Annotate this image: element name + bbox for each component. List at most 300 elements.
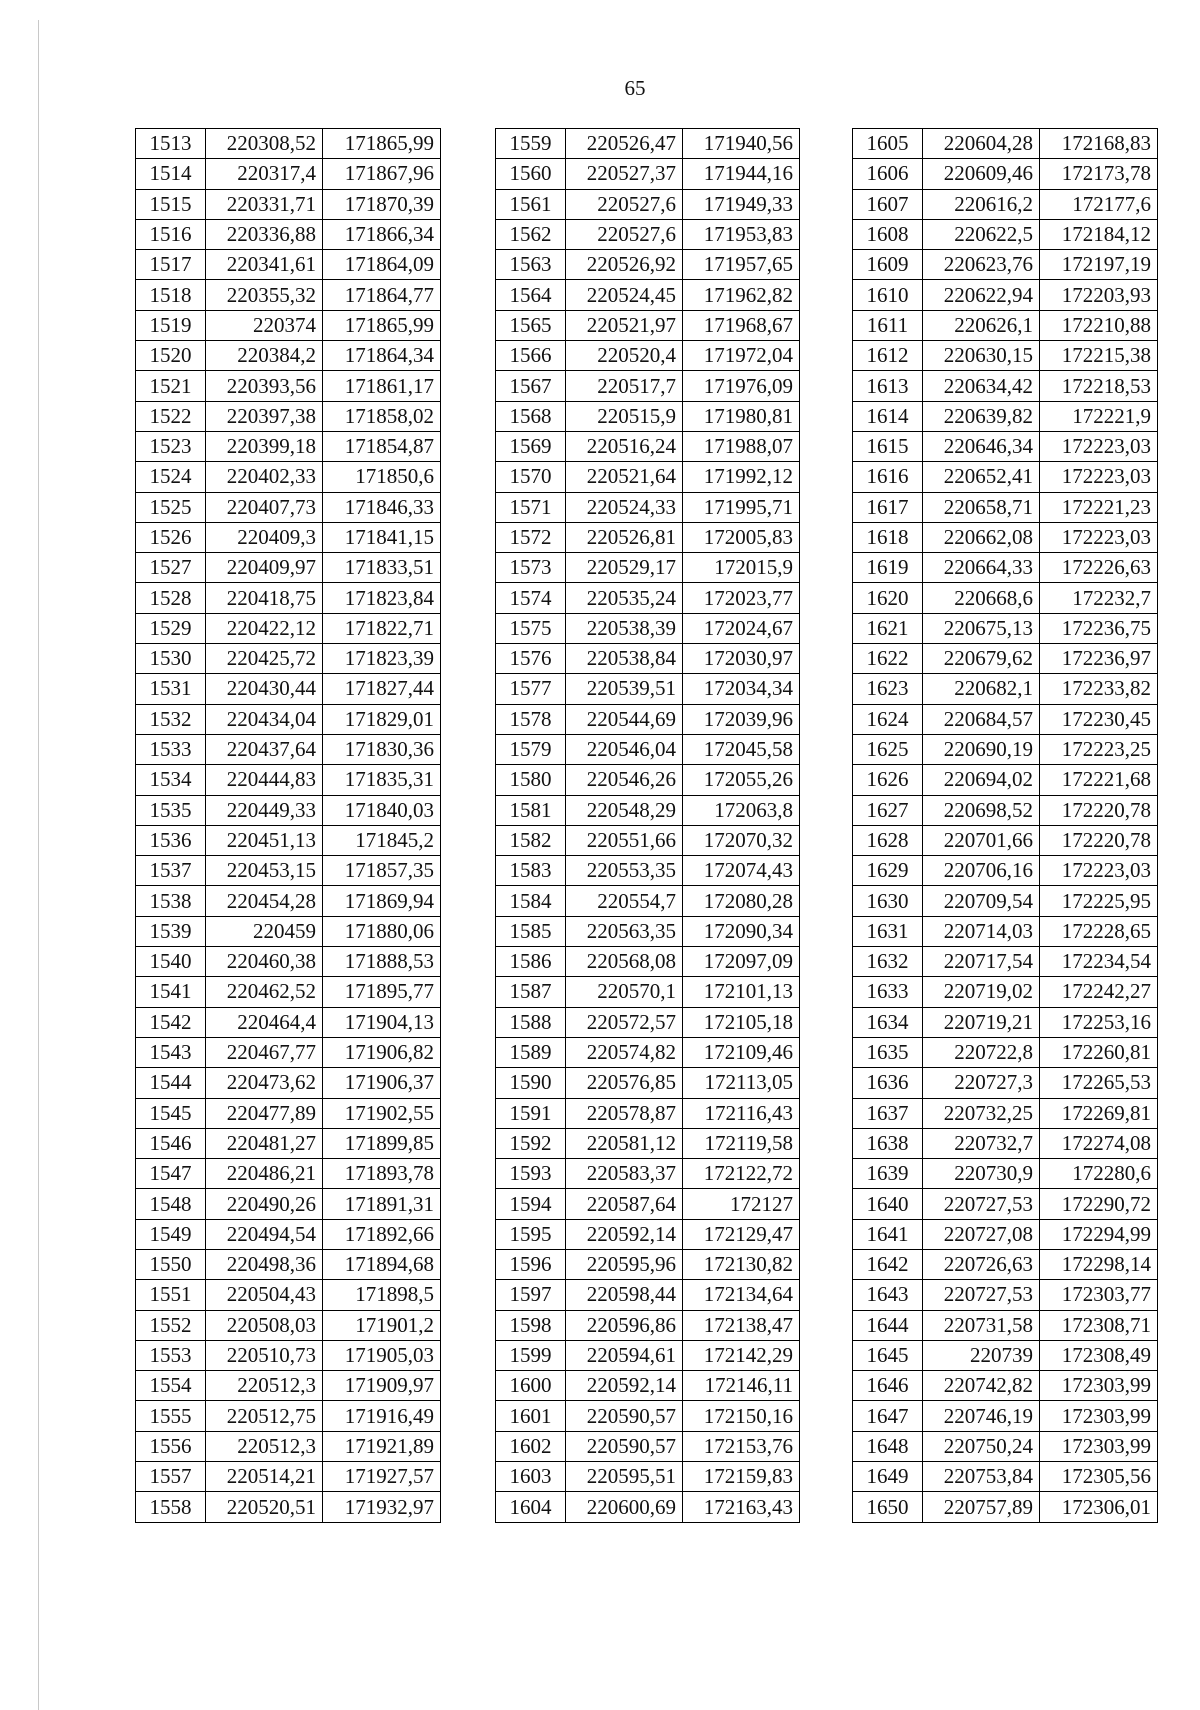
- point-number-cell: 1643: [853, 1280, 923, 1310]
- table-row: [136, 1371, 441, 1401]
- x-coordinate-cell: 220568,08: [566, 947, 683, 977]
- coordinates-table-2: [495, 128, 800, 1523]
- table-row: [853, 1249, 1158, 1279]
- table-row: [496, 1462, 800, 1492]
- point-number-cell: 1594: [496, 1189, 566, 1219]
- y-coordinate-cell: 172223,25: [1040, 734, 1158, 764]
- point-number-cell: 1630: [853, 886, 923, 916]
- x-coordinate-cell: 220574,82: [566, 1037, 683, 1067]
- x-coordinate-cell: 220726,63: [923, 1249, 1040, 1279]
- point-number-cell: 1553: [136, 1340, 206, 1370]
- x-coordinate-cell: 220490,26: [206, 1189, 323, 1219]
- x-coordinate-cell: 220706,16: [923, 856, 1040, 886]
- y-coordinate-cell: 172105,18: [683, 1007, 800, 1037]
- y-coordinate-cell: 172294,99: [1040, 1219, 1158, 1249]
- table-row: [496, 1249, 800, 1279]
- y-coordinate-cell: 172290,72: [1040, 1189, 1158, 1219]
- y-coordinate-cell: 172303,99: [1040, 1431, 1158, 1461]
- point-number-cell: 1544: [136, 1068, 206, 1098]
- x-coordinate-cell: 220341,61: [206, 250, 323, 280]
- point-number-cell: 1550: [136, 1249, 206, 1279]
- y-coordinate-cell: 172129,47: [683, 1219, 800, 1249]
- point-number-cell: 1639: [853, 1159, 923, 1189]
- point-number-cell: 1531: [136, 674, 206, 704]
- table-row: [496, 765, 800, 795]
- table-row: [136, 674, 441, 704]
- x-coordinate-cell: 220714,03: [923, 916, 1040, 946]
- y-coordinate-cell: 172101,13: [683, 977, 800, 1007]
- point-number-cell: 1566: [496, 341, 566, 371]
- point-number-cell: 1635: [853, 1037, 923, 1067]
- y-coordinate-cell: 172080,28: [683, 886, 800, 916]
- table-row: [136, 1401, 441, 1431]
- table-row: [496, 947, 800, 977]
- y-coordinate-cell: 171866,34: [323, 219, 441, 249]
- x-coordinate-cell: 220662,08: [923, 522, 1040, 552]
- point-number-cell: 1556: [136, 1431, 206, 1461]
- x-coordinate-cell: 220444,83: [206, 765, 323, 795]
- x-coordinate-cell: 220554,7: [566, 886, 683, 916]
- x-coordinate-cell: 220425,72: [206, 644, 323, 674]
- table-row: [853, 1462, 1158, 1492]
- point-number-cell: 1650: [853, 1492, 923, 1522]
- y-coordinate-cell: 171841,15: [323, 522, 441, 552]
- table-row: [496, 825, 800, 855]
- point-number-cell: 1515: [136, 189, 206, 219]
- x-coordinate-cell: 220572,57: [566, 1007, 683, 1037]
- y-coordinate-cell: 172045,58: [683, 734, 800, 764]
- table-row: [136, 250, 441, 280]
- point-number-cell: 1546: [136, 1128, 206, 1158]
- y-coordinate-cell: 171927,57: [323, 1462, 441, 1492]
- x-coordinate-cell: 220750,24: [923, 1431, 1040, 1461]
- y-coordinate-cell: 171829,01: [323, 704, 441, 734]
- point-number-cell: 1611: [853, 310, 923, 340]
- x-coordinate-cell: 220527,6: [566, 219, 683, 249]
- point-number-cell: 1577: [496, 674, 566, 704]
- x-coordinate-cell: 220719,02: [923, 977, 1040, 1007]
- y-coordinate-cell: 171980,81: [683, 401, 800, 431]
- table-row: [853, 1492, 1158, 1522]
- point-number-cell: 1647: [853, 1401, 923, 1431]
- x-coordinate-cell: 220727,08: [923, 1219, 1040, 1249]
- x-coordinate-cell: 220590,57: [566, 1401, 683, 1431]
- point-number-cell: 1618: [853, 522, 923, 552]
- x-coordinate-cell: 220526,47: [566, 129, 683, 159]
- point-number-cell: 1564: [496, 280, 566, 310]
- table-row: [496, 1280, 800, 1310]
- point-number-cell: 1625: [853, 734, 923, 764]
- point-number-cell: 1601: [496, 1401, 566, 1431]
- x-coordinate-cell: 220753,84: [923, 1462, 1040, 1492]
- table-row: [853, 371, 1158, 401]
- table-row: [136, 462, 441, 492]
- point-number-cell: 1610: [853, 280, 923, 310]
- point-number-cell: 1532: [136, 704, 206, 734]
- y-coordinate-cell: 171891,31: [323, 1189, 441, 1219]
- x-coordinate-cell: 220430,44: [206, 674, 323, 704]
- point-number-cell: 1589: [496, 1037, 566, 1067]
- y-coordinate-cell: 171953,83: [683, 219, 800, 249]
- y-coordinate-cell: 172220,78: [1040, 795, 1158, 825]
- x-coordinate-cell: 220397,38: [206, 401, 323, 431]
- y-coordinate-cell: 171850,6: [323, 462, 441, 492]
- x-coordinate-cell: 220374: [206, 310, 323, 340]
- y-coordinate-cell: 171869,94: [323, 886, 441, 916]
- y-coordinate-cell: 172220,78: [1040, 825, 1158, 855]
- x-coordinate-cell: 220679,62: [923, 644, 1040, 674]
- y-coordinate-cell: 171957,65: [683, 250, 800, 280]
- y-coordinate-cell: 172177,6: [1040, 189, 1158, 219]
- table-row: [136, 704, 441, 734]
- point-number-cell: 1551: [136, 1280, 206, 1310]
- point-number-cell: 1644: [853, 1310, 923, 1340]
- table-row: [136, 886, 441, 916]
- y-coordinate-cell: 172070,32: [683, 825, 800, 855]
- point-number-cell: 1633: [853, 977, 923, 1007]
- table-row: [853, 825, 1158, 855]
- x-coordinate-cell: 220508,03: [206, 1310, 323, 1340]
- table-row: [496, 1037, 800, 1067]
- table-row: [136, 280, 441, 310]
- x-coordinate-cell: 220694,02: [923, 765, 1040, 795]
- table-row: [496, 1431, 800, 1461]
- x-coordinate-cell: 220384,2: [206, 341, 323, 371]
- point-number-cell: 1516: [136, 219, 206, 249]
- table-row: [496, 553, 800, 583]
- point-number-cell: 1622: [853, 644, 923, 674]
- y-coordinate-cell: 171901,2: [323, 1310, 441, 1340]
- x-coordinate-cell: 220594,61: [566, 1340, 683, 1370]
- y-coordinate-cell: 172039,96: [683, 704, 800, 734]
- point-number-cell: 1609: [853, 250, 923, 280]
- point-number-cell: 1521: [136, 371, 206, 401]
- y-coordinate-cell: 172168,83: [1040, 129, 1158, 159]
- x-coordinate-cell: 220609,46: [923, 159, 1040, 189]
- point-number-cell: 1620: [853, 583, 923, 613]
- x-coordinate-cell: 220527,6: [566, 189, 683, 219]
- y-coordinate-cell: 171916,49: [323, 1401, 441, 1431]
- x-coordinate-cell: 220434,04: [206, 704, 323, 734]
- point-number-cell: 1624: [853, 704, 923, 734]
- point-number-cell: 1549: [136, 1219, 206, 1249]
- x-coordinate-cell: 220437,64: [206, 734, 323, 764]
- y-coordinate-cell: 172226,63: [1040, 553, 1158, 583]
- table-row: [496, 310, 800, 340]
- point-number-cell: 1638: [853, 1128, 923, 1158]
- x-coordinate-cell: 220727,53: [923, 1280, 1040, 1310]
- x-coordinate-cell: 220453,15: [206, 856, 323, 886]
- point-number-cell: 1571: [496, 492, 566, 522]
- y-coordinate-cell: 171976,09: [683, 371, 800, 401]
- y-coordinate-cell: 172153,76: [683, 1431, 800, 1461]
- table-row: [496, 856, 800, 886]
- y-coordinate-cell: 171906,37: [323, 1068, 441, 1098]
- y-coordinate-cell: 171995,71: [683, 492, 800, 522]
- point-number-cell: 1574: [496, 583, 566, 613]
- page-margin-line: [38, 20, 39, 1710]
- y-coordinate-cell: 172233,82: [1040, 674, 1158, 704]
- table-row: [853, 1219, 1158, 1249]
- table-row: [496, 1310, 800, 1340]
- table-row: [853, 977, 1158, 1007]
- point-number-cell: 1537: [136, 856, 206, 886]
- y-coordinate-cell: 171898,5: [323, 1280, 441, 1310]
- x-coordinate-cell: 220526,92: [566, 250, 683, 280]
- table-row: [853, 522, 1158, 552]
- y-coordinate-cell: 172308,49: [1040, 1340, 1158, 1370]
- table-row: [496, 583, 800, 613]
- x-coordinate-cell: 220652,41: [923, 462, 1040, 492]
- y-coordinate-cell: 172223,03: [1040, 462, 1158, 492]
- point-number-cell: 1559: [496, 129, 566, 159]
- point-number-cell: 1592: [496, 1128, 566, 1158]
- y-coordinate-cell: 172122,72: [683, 1159, 800, 1189]
- y-coordinate-cell: 172015,9: [683, 553, 800, 583]
- x-coordinate-cell: 220757,89: [923, 1492, 1040, 1522]
- table-row: [853, 734, 1158, 764]
- table-row: [136, 1098, 441, 1128]
- point-number-cell: 1555: [136, 1401, 206, 1431]
- point-number-cell: 1519: [136, 310, 206, 340]
- x-coordinate-cell: 220598,44: [566, 1280, 683, 1310]
- y-coordinate-cell: 172097,09: [683, 947, 800, 977]
- point-number-cell: 1629: [853, 856, 923, 886]
- x-coordinate-cell: 220464,4: [206, 1007, 323, 1037]
- table-row: [853, 310, 1158, 340]
- point-number-cell: 1528: [136, 583, 206, 613]
- table-row: [136, 1189, 441, 1219]
- point-number-cell: 1636: [853, 1068, 923, 1098]
- x-coordinate-cell: 220732,25: [923, 1098, 1040, 1128]
- point-number-cell: 1632: [853, 947, 923, 977]
- table-row: [853, 219, 1158, 249]
- table-row: [496, 1492, 800, 1522]
- y-coordinate-cell: 172134,64: [683, 1280, 800, 1310]
- y-coordinate-cell: 172221,9: [1040, 401, 1158, 431]
- table-row: [136, 341, 441, 371]
- point-number-cell: 1617: [853, 492, 923, 522]
- point-number-cell: 1522: [136, 401, 206, 431]
- point-number-cell: 1575: [496, 613, 566, 643]
- y-coordinate-cell: 171968,67: [683, 310, 800, 340]
- y-coordinate-cell: 172034,34: [683, 674, 800, 704]
- y-coordinate-cell: 171864,77: [323, 280, 441, 310]
- table-row: [496, 280, 800, 310]
- x-coordinate-cell: 220668,6: [923, 583, 1040, 613]
- y-coordinate-cell: 172023,77: [683, 583, 800, 613]
- x-coordinate-cell: 220477,89: [206, 1098, 323, 1128]
- point-number-cell: 1649: [853, 1462, 923, 1492]
- point-number-cell: 1602: [496, 1431, 566, 1461]
- y-coordinate-cell: 172306,01: [1040, 1492, 1158, 1522]
- y-coordinate-cell: 172055,26: [683, 765, 800, 795]
- table-row: [853, 704, 1158, 734]
- x-coordinate-cell: 220418,75: [206, 583, 323, 613]
- x-coordinate-cell: 220563,35: [566, 916, 683, 946]
- point-number-cell: 1640: [853, 1189, 923, 1219]
- table-row: [496, 462, 800, 492]
- y-coordinate-cell: 172221,68: [1040, 765, 1158, 795]
- y-coordinate-cell: 172236,75: [1040, 613, 1158, 643]
- table-row: [853, 916, 1158, 946]
- point-number-cell: 1524: [136, 462, 206, 492]
- point-number-cell: 1628: [853, 825, 923, 855]
- point-number-cell: 1642: [853, 1249, 923, 1279]
- table-row: [853, 1007, 1158, 1037]
- table-row: [853, 1037, 1158, 1067]
- y-coordinate-cell: 171865,99: [323, 310, 441, 340]
- table-row: [853, 947, 1158, 977]
- point-number-cell: 1569: [496, 431, 566, 461]
- y-coordinate-cell: 172024,67: [683, 613, 800, 643]
- x-coordinate-cell: 220634,42: [923, 371, 1040, 401]
- x-coordinate-cell: 220512,3: [206, 1431, 323, 1461]
- x-coordinate-cell: 220570,1: [566, 977, 683, 1007]
- table-row: [496, 977, 800, 1007]
- point-number-cell: 1586: [496, 947, 566, 977]
- point-number-cell: 1561: [496, 189, 566, 219]
- x-coordinate-cell: 220317,4: [206, 159, 323, 189]
- table-row: [136, 1249, 441, 1279]
- y-coordinate-cell: 172228,65: [1040, 916, 1158, 946]
- y-coordinate-cell: 171892,66: [323, 1219, 441, 1249]
- point-number-cell: 1523: [136, 431, 206, 461]
- table-row: [496, 704, 800, 734]
- table-row: [496, 1098, 800, 1128]
- x-coordinate-cell: 220622,5: [923, 219, 1040, 249]
- point-number-cell: 1567: [496, 371, 566, 401]
- x-coordinate-cell: 220459: [206, 916, 323, 946]
- y-coordinate-cell: 171944,16: [683, 159, 800, 189]
- x-coordinate-cell: 220422,12: [206, 613, 323, 643]
- table-row: [136, 977, 441, 1007]
- y-coordinate-cell: 171823,84: [323, 583, 441, 613]
- table-row: [496, 1068, 800, 1098]
- x-coordinate-cell: 220727,3: [923, 1068, 1040, 1098]
- table-row: [136, 1310, 441, 1340]
- x-coordinate-cell: 220481,27: [206, 1128, 323, 1158]
- y-coordinate-cell: 172030,97: [683, 644, 800, 674]
- x-coordinate-cell: 220664,33: [923, 553, 1040, 583]
- table-row: [496, 644, 800, 674]
- x-coordinate-cell: 220454,28: [206, 886, 323, 916]
- table-row: [136, 1462, 441, 1492]
- table-row: [136, 522, 441, 552]
- table-row: [853, 1371, 1158, 1401]
- y-coordinate-cell: 172242,27: [1040, 977, 1158, 1007]
- y-coordinate-cell: 172274,08: [1040, 1128, 1158, 1158]
- y-coordinate-cell: 172005,83: [683, 522, 800, 552]
- table-row: [136, 1128, 441, 1158]
- x-coordinate-cell: 220460,38: [206, 947, 323, 977]
- y-coordinate-cell: 172230,45: [1040, 704, 1158, 734]
- y-coordinate-cell: 171988,07: [683, 431, 800, 461]
- point-number-cell: 1604: [496, 1492, 566, 1522]
- x-coordinate-cell: 220516,24: [566, 431, 683, 461]
- table-row: [853, 1128, 1158, 1158]
- point-number-cell: 1585: [496, 916, 566, 946]
- table-row: [853, 341, 1158, 371]
- x-coordinate-cell: 220498,36: [206, 1249, 323, 1279]
- y-coordinate-cell: 171870,39: [323, 189, 441, 219]
- x-coordinate-cell: 220646,34: [923, 431, 1040, 461]
- x-coordinate-cell: 220524,33: [566, 492, 683, 522]
- x-coordinate-cell: 220504,43: [206, 1280, 323, 1310]
- point-number-cell: 1542: [136, 1007, 206, 1037]
- y-coordinate-cell: 171921,89: [323, 1431, 441, 1461]
- y-coordinate-cell: 171857,35: [323, 856, 441, 886]
- point-number-cell: 1591: [496, 1098, 566, 1128]
- coordinates-table-1: [135, 128, 441, 1523]
- y-coordinate-cell: 171854,87: [323, 431, 441, 461]
- y-coordinate-cell: 171822,71: [323, 613, 441, 643]
- table-row: [136, 1340, 441, 1370]
- point-number-cell: 1596: [496, 1249, 566, 1279]
- table-row: [496, 795, 800, 825]
- point-number-cell: 1570: [496, 462, 566, 492]
- point-number-cell: 1581: [496, 795, 566, 825]
- table-row: [853, 1431, 1158, 1461]
- y-coordinate-cell: 172127: [683, 1189, 800, 1219]
- table-row: [853, 129, 1158, 159]
- x-coordinate-cell: 220600,69: [566, 1492, 683, 1522]
- x-coordinate-cell: 220467,77: [206, 1037, 323, 1067]
- x-coordinate-cell: 220407,73: [206, 492, 323, 522]
- x-coordinate-cell: 220535,24: [566, 583, 683, 613]
- table-row: [496, 159, 800, 189]
- table-row: [496, 734, 800, 764]
- x-coordinate-cell: 220553,35: [566, 856, 683, 886]
- point-number-cell: 1648: [853, 1431, 923, 1461]
- point-number-cell: 1599: [496, 1340, 566, 1370]
- x-coordinate-cell: 220658,71: [923, 492, 1040, 522]
- table-row: [853, 189, 1158, 219]
- table-row: [136, 492, 441, 522]
- table-row: [136, 1492, 441, 1522]
- table-row: [496, 401, 800, 431]
- table-row: [136, 947, 441, 977]
- point-number-cell: 1520: [136, 341, 206, 371]
- x-coordinate-cell: 220520,51: [206, 1492, 323, 1522]
- y-coordinate-cell: 172150,16: [683, 1401, 800, 1431]
- point-number-cell: 1634: [853, 1007, 923, 1037]
- x-coordinate-cell: 220709,54: [923, 886, 1040, 916]
- y-coordinate-cell: 172163,43: [683, 1492, 800, 1522]
- x-coordinate-cell: 220521,97: [566, 310, 683, 340]
- table-row: [853, 886, 1158, 916]
- point-number-cell: 1538: [136, 886, 206, 916]
- table-row: [853, 280, 1158, 310]
- x-coordinate-cell: 220623,76: [923, 250, 1040, 280]
- table-row: [136, 1159, 441, 1189]
- y-coordinate-cell: 172260,81: [1040, 1037, 1158, 1067]
- point-number-cell: 1534: [136, 765, 206, 795]
- point-number-cell: 1513: [136, 129, 206, 159]
- y-coordinate-cell: 172142,29: [683, 1340, 800, 1370]
- point-number-cell: 1533: [136, 734, 206, 764]
- x-coordinate-cell: 220546,04: [566, 734, 683, 764]
- table-row: [853, 583, 1158, 613]
- table-row: [496, 1371, 800, 1401]
- x-coordinate-cell: 220526,81: [566, 522, 683, 552]
- y-coordinate-cell: 171880,06: [323, 916, 441, 946]
- point-number-cell: 1623: [853, 674, 923, 704]
- x-coordinate-cell: 220494,54: [206, 1219, 323, 1249]
- table-row: [853, 765, 1158, 795]
- x-coordinate-cell: 220596,86: [566, 1310, 683, 1340]
- x-coordinate-cell: 220592,14: [566, 1371, 683, 1401]
